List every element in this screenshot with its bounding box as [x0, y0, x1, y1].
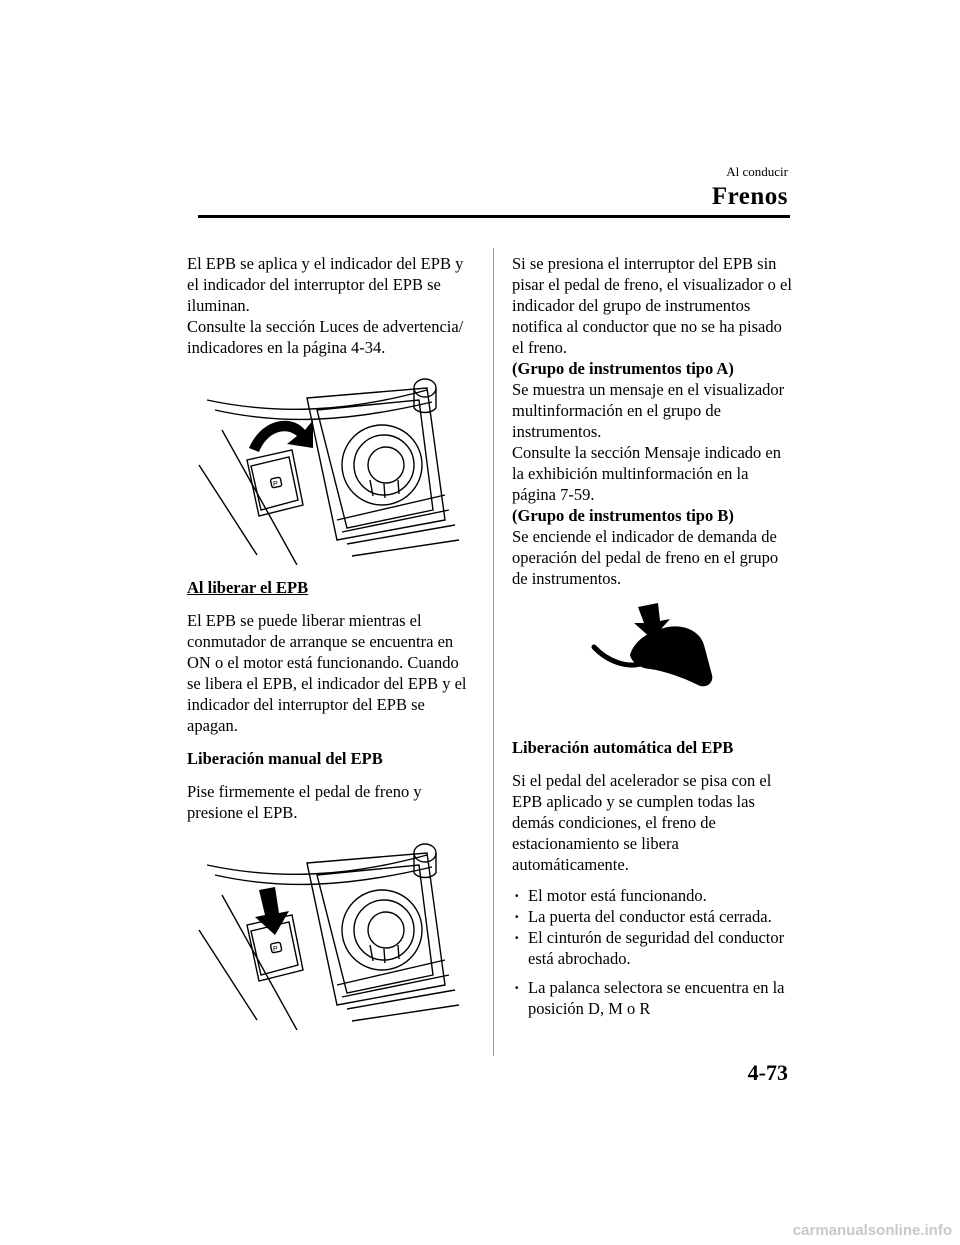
brake-pedal-foot-icon — [512, 597, 802, 717]
manual-release-heading: Liberación manual del EPB — [187, 749, 383, 768]
left-paragraph-2: El EPB se puede liberar mientras el conmutador de arranque se encuentra en ON o el motor está funcionando. Cuando se libera el EPB, el indicador del EPB y el indicador del interruptor del EPB se apagan. — [187, 611, 467, 735]
column-divider — [493, 248, 494, 1056]
switch-letter: P — [273, 946, 278, 953]
type-b-paragraph: Se enciende el indicador de demanda de operación del pedal de freno en el grupo de instrumentos. — [512, 527, 779, 588]
type-a-heading: (Grupo de instrumentos tipo A) — [512, 359, 734, 378]
type-b-heading: (Grupo de instrumentos tipo B) — [512, 506, 734, 525]
release-heading: Al liberar el EPB — [187, 578, 309, 597]
watermark: carmanualsonline.info — [792, 1222, 952, 1239]
header-rule — [198, 215, 790, 218]
epb-apply-illustration-icon — [187, 370, 487, 565]
left-paragraph-3: Pise firmemente el pedal de freno y presione el EPB. — [187, 782, 422, 822]
right-paragraph-1: Si se presiona el interruptor del EPB sin pisar el pedal de freno, el visualizador o el indicador del grupo de instrumentos notifica al conductor que no se ha pisado el freno. — [512, 254, 792, 357]
section-label: Al conducir — [726, 164, 788, 179]
page-number: 4-73 — [747, 1060, 788, 1085]
type-a-paragraph: Se muestra un mensaje en el visualizador multinformación en el grupo de instrumentos. Consulte la sección Mensaje indicado en la exhibición multinformación en la página 7-59. — [512, 380, 785, 504]
right-column — [512, 253, 802, 1019]
condition-list — [512, 885, 802, 1019]
list-item: · La puerta del conductor está cerrada. — [512, 906, 802, 927]
list-item: · El motor está funcionando. — [512, 885, 802, 906]
section-title: Frenos — [711, 183, 788, 210]
left-column — [187, 253, 487, 1030]
left-paragraph-1: El EPB se aplica y el indicador del EPB y el indicador del interruptor del EPB se iluminan. Consulte la sección Luces de advertencia/ indicadores en la página 4-34. — [187, 254, 464, 357]
list-item: · La palanca selectora se encuentra en la posición D, M o R — [512, 977, 802, 1019]
auto-release-heading: Liberación automática del EPB — [512, 738, 734, 757]
auto-release-paragraph: Si el pedal del acelerador se pisa con el EPB aplicado y se cumplen todas las demás condiciones, el freno de estacionamiento se libera automáticamente. — [512, 771, 772, 874]
epb-press-illustration-icon — [187, 835, 487, 1030]
list-item: · El cinturón de seguridad del conductor está abrochado. — [512, 927, 802, 969]
switch-letter: P — [273, 481, 278, 488]
